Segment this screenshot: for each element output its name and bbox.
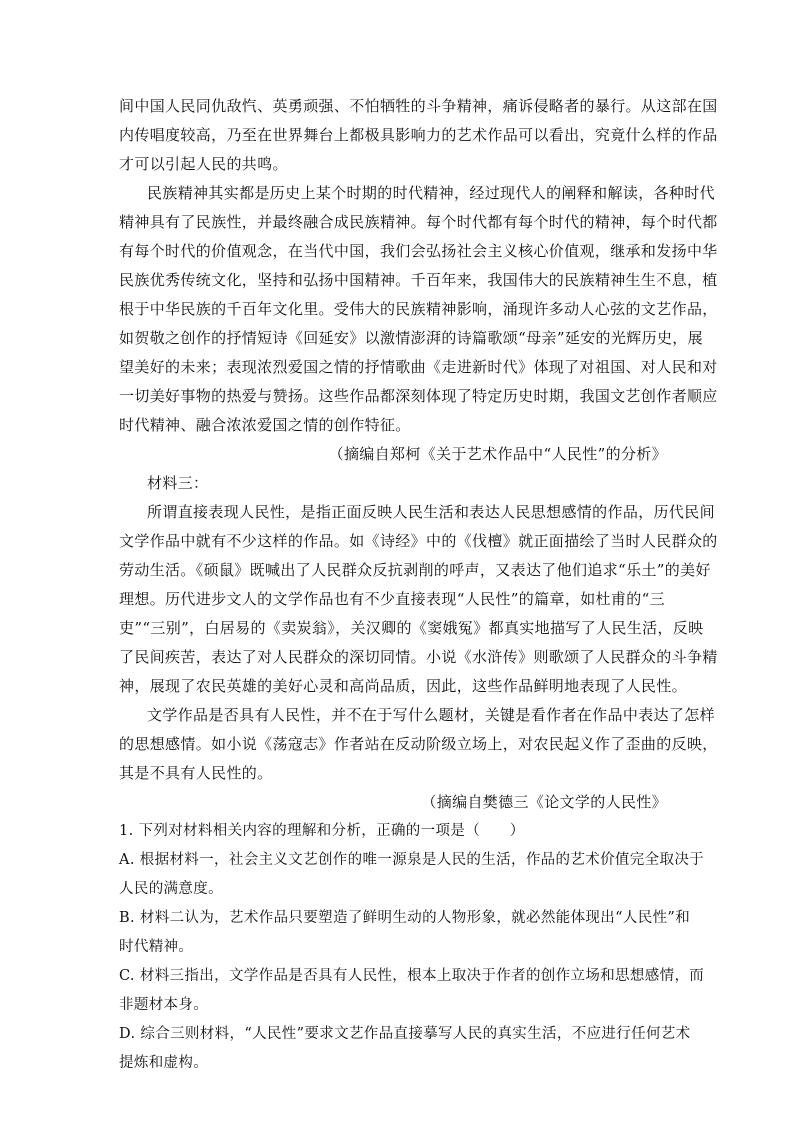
option-d: D. 综合三则材料，“人民性”要求文艺作品直接摹写人民的真实生活，不应进行任何艺术 xyxy=(119,1026,691,1042)
text-line: 其是不具有人民性的。 xyxy=(119,764,273,782)
source-citation: （摘编自郑柯《关于艺术作品中“人民性”的分析》 xyxy=(328,445,667,463)
text-line: 精神具有了民族性，并最终融合成民族精神。每个时代都有每个时代的精神，每个时代都 xyxy=(119,213,718,231)
option-b: B. 材料二认为，艺术作品只要塑造了鲜明生动的人物形象，就必然能体现出“人民性”和 xyxy=(119,910,691,926)
option-d-cont: 提炼和虚构。 xyxy=(119,1055,209,1071)
text-line: 文学作品中就有不少这样的作品。如《诗经》中的《伐檀》就正面描绘了当时人民群众的 xyxy=(119,532,718,550)
text-line: 内传唱度较高，乃至在世界舞台上都极具影响力的艺术作品可以看出，究竟什么样的作品 xyxy=(119,126,718,144)
text-line: 劳动生活。《硕鼠》既喊出了人民群众反抗剥削的呼声，又表达了他们追求“乐土”的美好 xyxy=(119,561,711,579)
option-a: A. 根据材料一，社会主义文艺创作的唯一源泉是人民的生活，作品的艺术价值完全取决于 xyxy=(119,852,705,868)
text-line: 一切美好事物的热爱与赞扬。这些作品都深刻体现了特定历史时期，我国文艺创作者顺应 xyxy=(119,387,718,405)
question-stem: 1. 下列对材料相关内容的理解和分析，正确的一项是（ ） xyxy=(119,823,525,839)
option-a-cont: 人民的满意度。 xyxy=(119,881,223,897)
text-line: 的思想感情。如小说《荡寇志》作者站在反动阶级立场上，对农民起义作了歪曲的反映， xyxy=(119,735,718,753)
option-b-cont: 时代精神。 xyxy=(119,939,194,955)
section-heading: 材料三： xyxy=(147,474,209,492)
text-line: 有每个时代的价值观念，在当代中国，我们会弘扬社会主义核心价值观，继承和发扬中华 xyxy=(119,242,718,260)
source-citation: （摘编自樊德三《论文学的人民性》 xyxy=(421,793,667,811)
paragraph-start: 民族精神其实都是历史上某个时期的时代精神，经过现代人的阐释和解读，各种时代 xyxy=(147,184,715,202)
text-line: 了民间疾苦，表达了对人民群众的深切同情。小说《水浒传》则歌颂了人民群众的斗争精 xyxy=(119,648,718,666)
text-line: 才可以引起人民的共鸣。 xyxy=(119,155,288,173)
text-line: 神，展现了农民英雄的美好心灵和高尚品质，因此，这些作品鲜明地表现了人民性。 xyxy=(119,677,687,695)
paragraph-start: 所谓直接表现人民性，是指正面反映人民生活和表达人民思想感情的作品，历代民间 xyxy=(147,503,715,521)
text-line: 根于中华民族的千百年文化里。受伟大的民族精神影响，涌现许多动人心弦的文艺作品， xyxy=(119,300,718,318)
option-c: C. 材料三指出，文学作品是否具有人民性，根本上取决于作者的创作立场和思想感情，而 xyxy=(119,968,705,984)
text-line: 间中国人民同仇敌忾、英勇顽强、不怕牺牲的斗争精神，痛诉侵略者的暴行。从这部在国 xyxy=(119,97,718,115)
paragraph-start: 文学作品是否具有人民性，并不在于写什么题材，关键是看作者在作品中表达了怎样 xyxy=(147,706,715,724)
text-line: 时代精神、融合浓浓爱国之情的创作特征。 xyxy=(119,416,411,434)
text-line: 如贺敬之创作的抒情短诗《回延安》以激情澎湃的诗篇歌颂“母亲”延安的光辉历史，展 xyxy=(119,329,703,347)
text-line: 民族优秀传统文化，坚持和弘扬中国精神。千百年来，我国伟大的民族精神生生不息，植 xyxy=(119,271,718,289)
text-line: 望美好的未来；表现浓烈爱国之情的抒情歌曲《走进新时代》体现了对祖国、对人民和对 xyxy=(119,358,718,376)
text-line: 理想。历代进步文人的文学作品也有不少直接表现“人民性”的篇章，如杜甫的“三 xyxy=(119,590,665,608)
text-line: 吏”“三别”，白居易的《卖炭翁》，关汉卿的《窦娥冤》都真实地描写了人民生活，反映 xyxy=(119,619,704,637)
option-c-cont: 非题材本身。 xyxy=(119,997,209,1013)
